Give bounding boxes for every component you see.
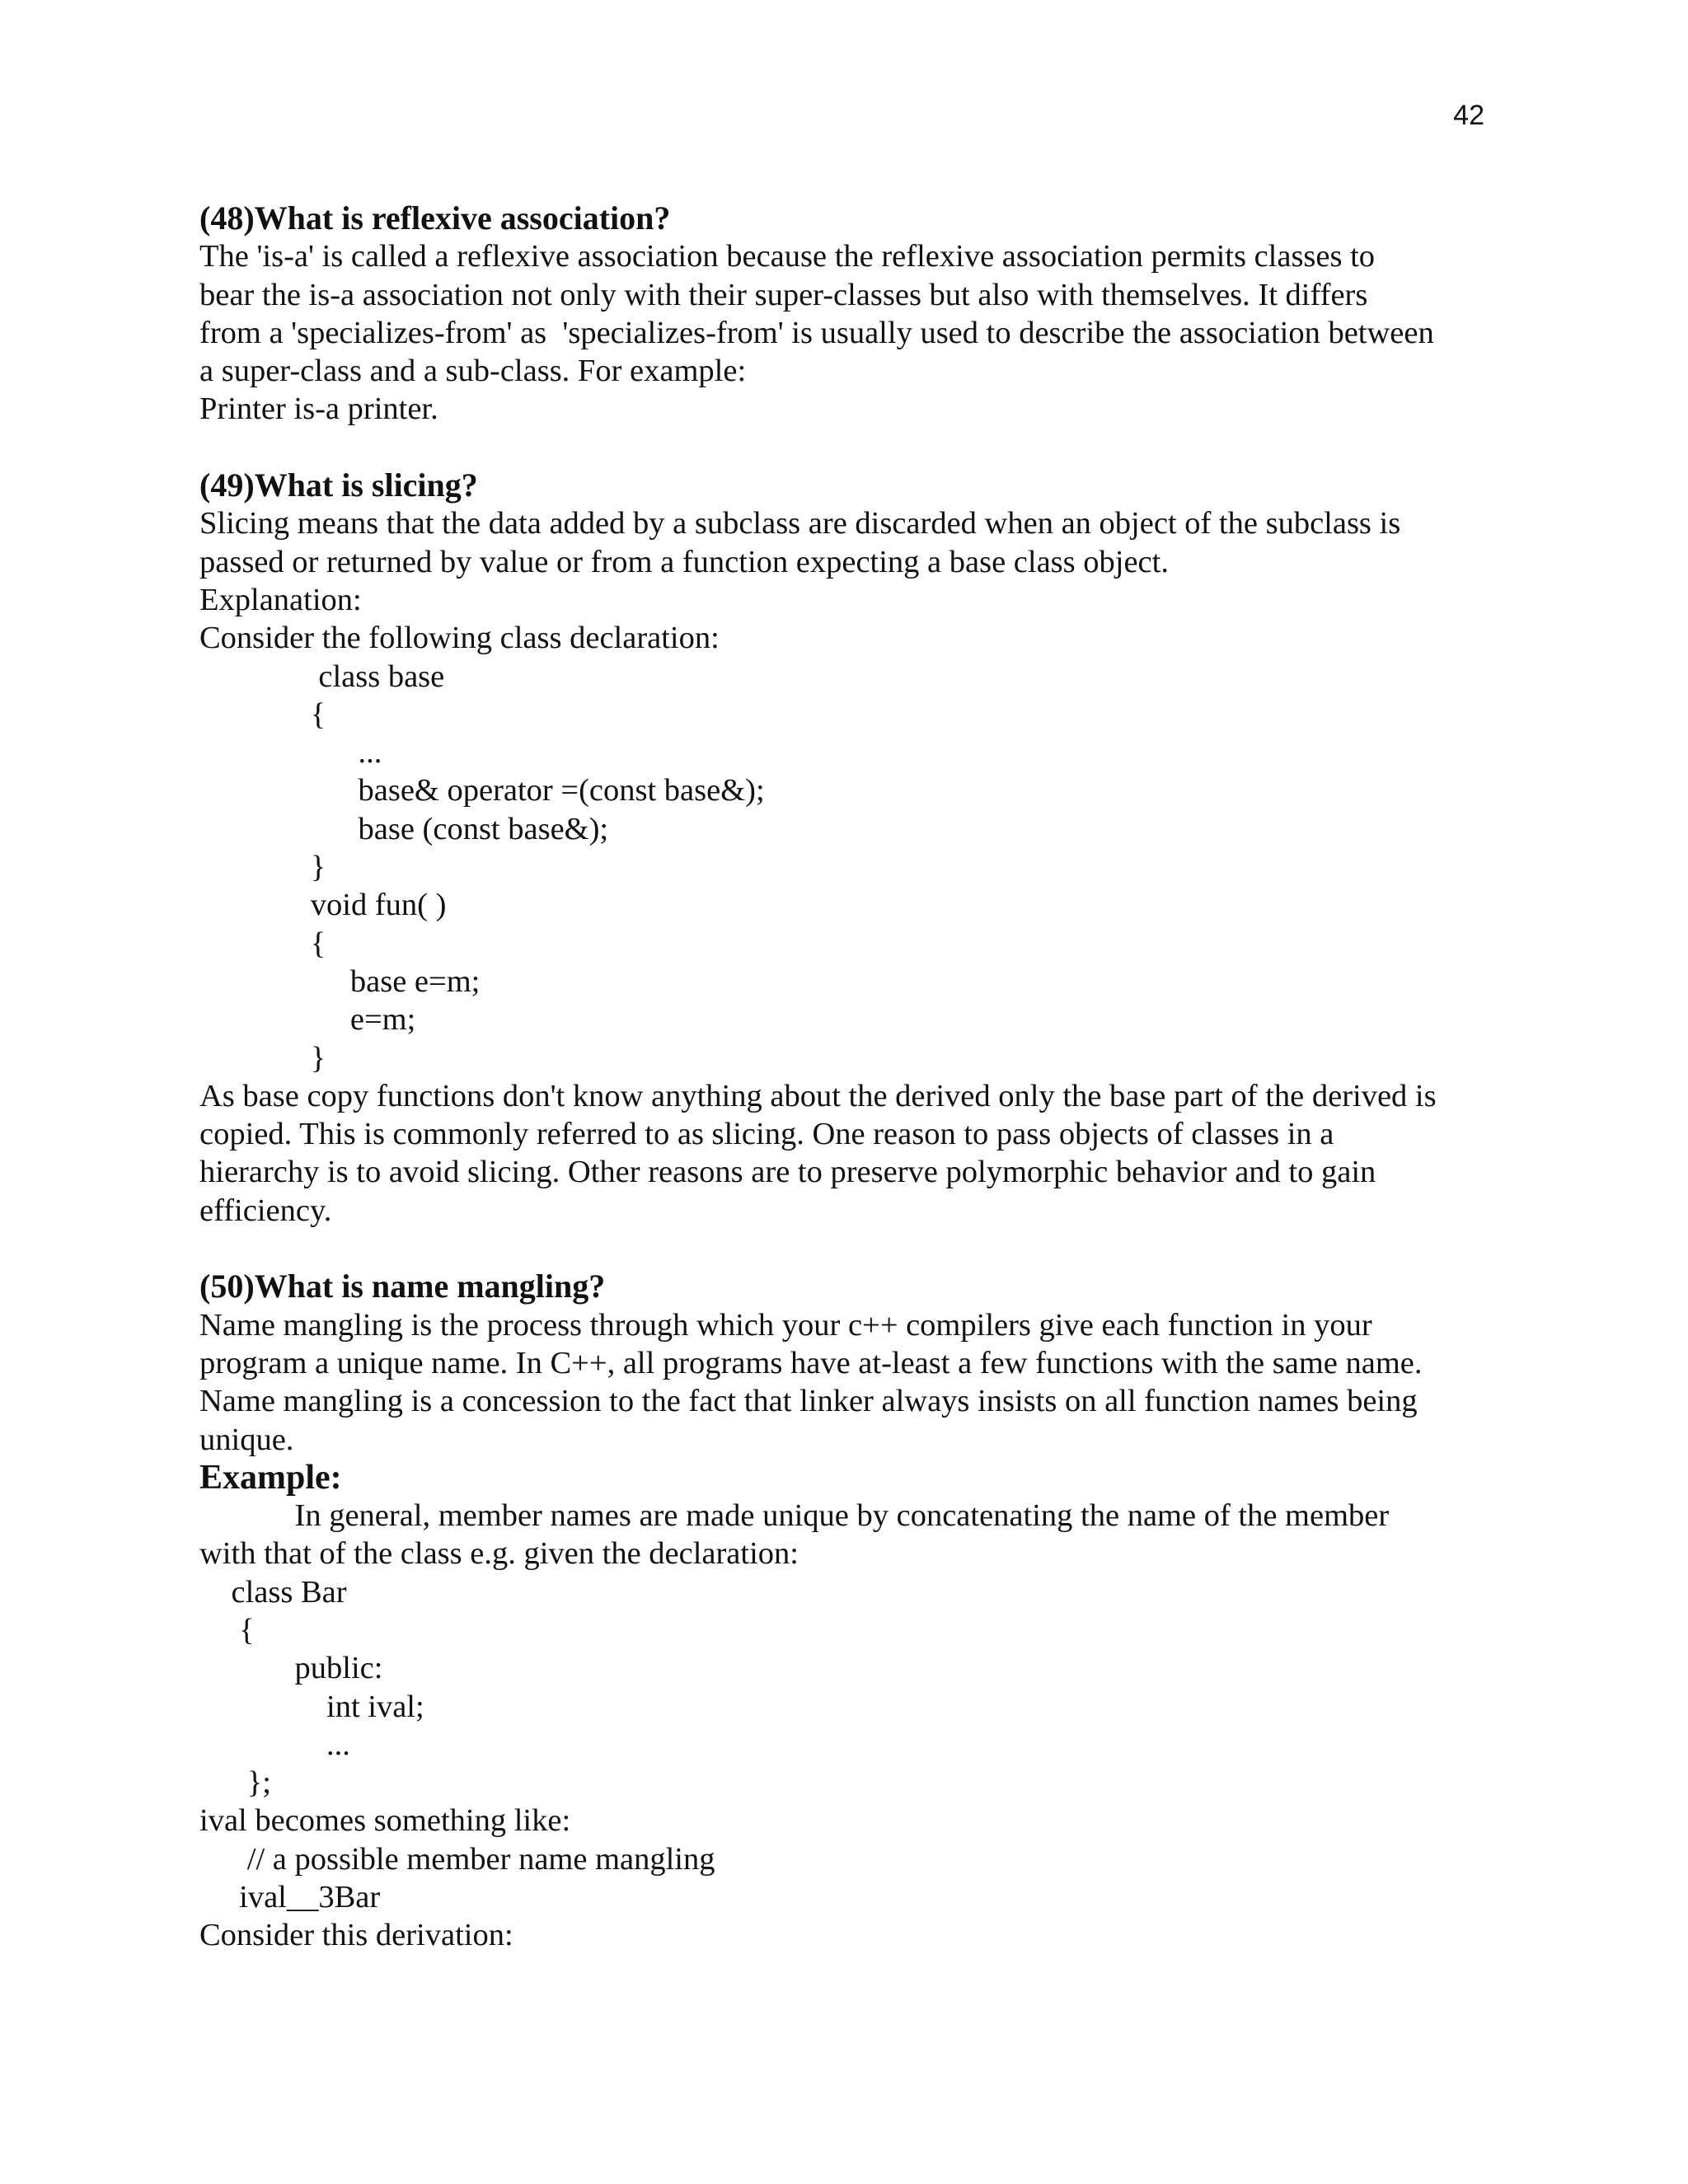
code-line: base& operator =(const base&); [199, 773, 765, 808]
code-line: // a possible member name mangling [199, 1841, 715, 1877]
q50-intro [199, 1306, 1502, 1459]
paragraph-line: Name mangling is the process through which your c++ compilers give each function in your [199, 1307, 1372, 1343]
paragraph-line: copied. This is commonly referred to as slicing. One reason to pass objects of classes in a [199, 1117, 1334, 1152]
paragraph-line: Consider the following class declaration: [199, 621, 720, 656]
paragraph-line: Explanation: [199, 582, 362, 617]
q49-outro [199, 1077, 1502, 1230]
section-q50 [199, 1268, 1502, 1954]
example-heading: Example: [199, 1458, 342, 1497]
code-line: ... [199, 735, 382, 771]
code-line: { [199, 1612, 255, 1647]
paragraph-line: passed or returned by value or from a function expecting a base class object. [199, 544, 1169, 579]
q50-code-block [199, 1573, 1502, 1955]
paragraph-line: Slicing means that the data added by a subclass are discarded when an object of the subclass is [199, 506, 1401, 541]
code-line: base e=m; [199, 963, 481, 999]
paragraph-line: program a unique name. In C++, all programs have at-least a few functions with the same name. [199, 1345, 1423, 1380]
paragraph-line: unique. [199, 1422, 294, 1457]
code-line: void fun( ) [199, 888, 447, 923]
code-line: { [199, 696, 326, 732]
q50-example [199, 1497, 1502, 1573]
code-line: }; [199, 1765, 271, 1801]
paragraph-line: efficiency. [199, 1193, 332, 1228]
code-line: ival__3Bar [199, 1880, 381, 1915]
paragraph-line: a super-class and a sub-class. For example: [199, 354, 747, 389]
code-line: class Bar [199, 1574, 347, 1610]
q49-heading: (49)What is slicing? [199, 466, 478, 504]
paragraph-line: As base copy functions don't know anything about the derived only the base part of the derived is [199, 1078, 1437, 1113]
code-line: public: [199, 1651, 383, 1686]
section-gap [199, 429, 1502, 466]
document-body [199, 199, 1502, 1955]
paragraph-line: from a 'specializes-from' as 'specializes-from' is usually used to describe the association between [199, 315, 1434, 350]
code-line: int ival; [199, 1689, 424, 1724]
section-gap [199, 1230, 1502, 1268]
paragraph-line: In general, member names are made unique by concatenating the name of the member [199, 1498, 1390, 1534]
paragraph-line: with that of the class e.g. given the declaration: [199, 1536, 799, 1572]
q49-code-block [199, 658, 1502, 1077]
code-line: } [199, 1040, 326, 1076]
q48-body [199, 237, 1502, 428]
code-line: class base [199, 658, 445, 694]
section-q49 [199, 466, 1502, 1230]
page-number: 42 [1453, 100, 1484, 131]
code-line: Consider this derivation: [199, 1918, 513, 1953]
paragraph-line: Printer is-a printer. [199, 391, 438, 427]
section-q48 [199, 199, 1502, 429]
code-line: base (const base&); [199, 811, 609, 846]
q49-intro [199, 504, 1502, 657]
code-line: ival becomes something like: [199, 1803, 571, 1839]
code-line: { [199, 926, 326, 961]
q50-heading: (50)What is name mangling? [199, 1268, 606, 1305]
code-line: e=m; [199, 1002, 416, 1038]
paragraph-line: hierarchy is to avoid slicing. Other reasons are to preserve polymorphic behavior and to gain [199, 1155, 1376, 1190]
paragraph-line: bear the is-a association not only with their super-classes but also with themselves. It differs [199, 277, 1368, 312]
q48-heading: (48)What is reflexive association? [199, 199, 671, 237]
paragraph-line: The 'is-a' is called a reflexive association because the reflexive association permits classes to [199, 239, 1376, 274]
code-line: ... [199, 1727, 350, 1762]
code-line: } [199, 850, 326, 885]
paragraph-line: Name mangling is a concession to the fact that linker always insists on all function names being [199, 1384, 1418, 1419]
